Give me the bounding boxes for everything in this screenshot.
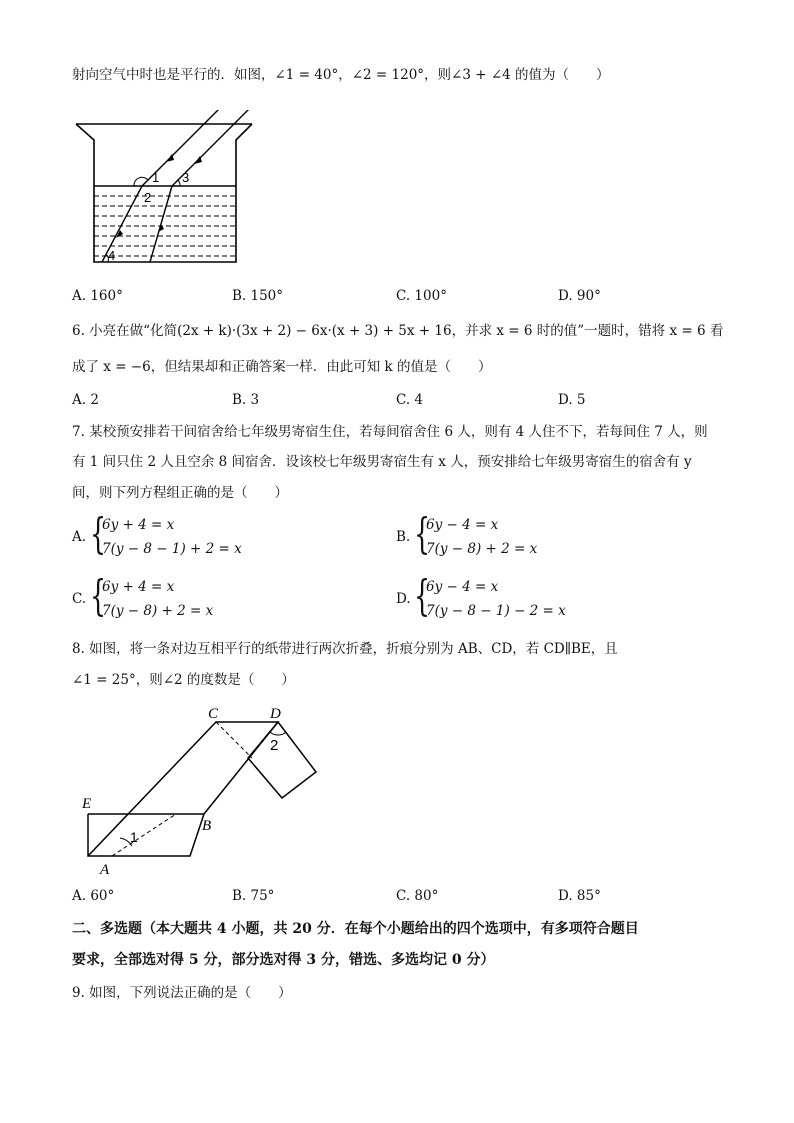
q6-stem-line2: 成了 x = −6，但结果却和正确答案一样．由此可知 k 的值是（ ）: [72, 359, 492, 375]
q6-option-c[interactable]: C. 4: [396, 392, 424, 408]
q7-option-a-label: A.: [72, 529, 87, 545]
q7-option-c-eq1: 6y + 4 = x: [102, 579, 175, 595]
q8-label-b: B: [202, 818, 212, 834]
q8-option-d[interactable]: D. 85°: [558, 888, 601, 904]
q5-label-4: 4: [108, 248, 116, 263]
q5-label-1: 1: [152, 170, 160, 185]
q8-stem-line2: ∠1 = 25°，则∠2 的度数是（ ）: [72, 672, 295, 688]
q7-option-b-eq1: 6y − 4 = x: [426, 517, 499, 533]
q8-label-a: A: [100, 862, 110, 878]
q6-stem-line1: 6. 小亮在做“化简(2x + k)·(3x + 2) − 6x·(x + 3) + 5x + 16，并求 x = 6 时的值”一题时，错将 x = 6 看: [72, 323, 724, 339]
q8-option-a[interactable]: A. 60°: [72, 888, 115, 904]
q6-option-a[interactable]: A. 2: [72, 392, 99, 408]
brace-icon: {: [414, 571, 431, 620]
q5-option-a[interactable]: A. 160°: [72, 288, 123, 304]
q7-option-d-eq2: 7(y − 8 − 1) − 2 = x: [426, 603, 566, 619]
q5-stem: 射向空气中时也是平行的．如图，∠1 = 40°，∠2 = 120°，则∠3 + ∠4 的值为（ ）: [72, 67, 610, 83]
q7-option-c-label: C.: [72, 591, 87, 607]
brace-icon: {: [90, 571, 107, 620]
q8-label-2: 2: [270, 737, 279, 754]
q7-option-c-eq2: 7(y − 8) + 2 = x: [102, 603, 214, 619]
q5-label-2: 2: [144, 190, 152, 205]
q8-stem-line1: 8. 如图，将一条对边互相平行的纸带进行两次折叠，折痕分别为 AB、CD，若 CD∥BE，且: [72, 641, 618, 657]
brace-icon: {: [90, 509, 107, 558]
q9-stem: 9. 如图，下列说法正确的是（ ）: [72, 985, 292, 1001]
q7-option-d-label: D.: [396, 591, 411, 607]
q8-label-1: 1: [130, 829, 138, 845]
q5-option-d[interactable]: D. 90°: [558, 288, 601, 304]
q8-option-b[interactable]: B. 75°: [232, 888, 275, 904]
q8-label-d: D: [270, 706, 281, 722]
q7-stem-line1: 7. 某校预安排若干间宿舍给七年级男寄宿生住，若每间宿舍住 6 人，则有 4 人住不下，若每间住 7 人，则: [72, 424, 708, 440]
q7-stem-line2: 有 1 间只住 2 人且空余 8 间宿舍．设该校七年级男寄宿生有 x 人，预安排给七年级男寄宿生的宿舍有 y: [72, 454, 692, 470]
section2-heading-line2: 要求，全部选对得 5 分，部分选对得 3 分，错选、多选均记 0 分）: [72, 952, 495, 968]
q8-option-c[interactable]: C. 80°: [396, 888, 439, 904]
q5-figure-beaker: [72, 110, 262, 270]
q7-option-a-eq1: 6y + 4 = x: [102, 517, 175, 533]
q5-option-c[interactable]: C. 100°: [396, 288, 447, 304]
q7-option-b-eq2: 7(y − 8) + 2 = x: [426, 541, 538, 557]
q8-label-e: E: [82, 796, 92, 812]
q5-option-b[interactable]: B. 150°: [232, 288, 284, 304]
q8-label-c: C: [208, 706, 219, 722]
q8-figure-folded-strip: [72, 700, 332, 880]
q5-label-3: 3: [182, 170, 190, 185]
brace-icon: {: [414, 509, 431, 558]
q7-stem-line3: 间，则下列方程组正确的是（ ）: [72, 485, 288, 501]
q7-option-b-label: B.: [396, 529, 411, 545]
q7-option-a-eq2: 7(y − 8 − 1) + 2 = x: [102, 541, 242, 557]
q7-option-d-eq1: 6y − 4 = x: [426, 579, 499, 595]
section2-heading-line1: 二、多选题（本大题共 4 小题，共 20 分．在每个小题给出的四个选项中，有多项符合题目: [72, 921, 639, 937]
q6-option-d[interactable]: D. 5: [558, 392, 586, 408]
q6-option-b[interactable]: B. 3: [232, 392, 260, 408]
